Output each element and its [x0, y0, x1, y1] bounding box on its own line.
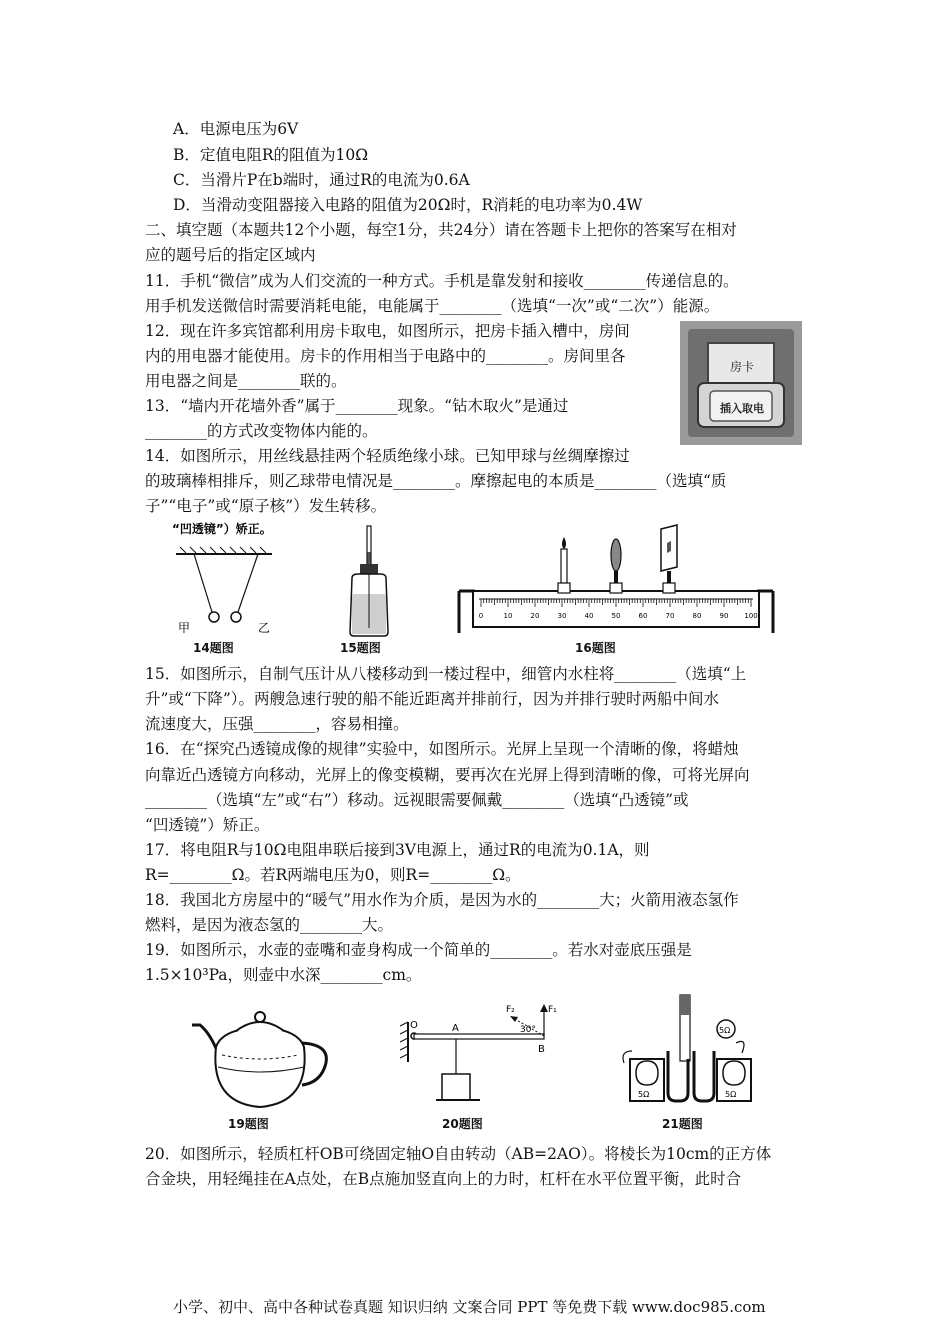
ruler-label: 100 — [744, 612, 758, 620]
resistor-top-label: 5Ω — [719, 1026, 731, 1035]
caption-14: 14题图 — [193, 641, 234, 655]
q11-line1: 11．手机“微信”成为人们交流的一种方式。手机是靠发射和接收________传递信息的。 — [145, 272, 739, 290]
force-f1: F₁ — [548, 1005, 557, 1015]
q11-line2: 用手机发送微信时需要消耗电能，电能属于________（选填“一次”或“二次”）能源。 — [145, 297, 720, 315]
option-b: B．定值电阻R的阻值为10Ω — [173, 146, 369, 164]
card-slot-label: 插入取电 — [720, 402, 764, 415]
caption-21: 21题图 — [662, 1117, 703, 1131]
q19-line1: 19．如图所示，水壶的壶嘴和壶身构成一个简单的________。若水对壶底压强是 — [145, 941, 692, 959]
q14-line1: 14．如图所示，用丝线悬挂两个轻质绝缘小球。已知甲球与丝绸摩擦过 — [145, 447, 630, 465]
q12-line1: 12．现在许多宾馆都利用房卡取电，如图所示，把房卡插入槽中，房间 — [145, 322, 630, 340]
ruler-label: 0 — [478, 612, 484, 620]
q13-line2: ________的方式改变物体内能的。 — [145, 422, 378, 440]
lever-point-a: A — [452, 1023, 459, 1034]
ball-jia-label: 甲 — [178, 621, 191, 635]
q15-line1: 15．如图所示，自制气压计从八楼移动到一楼过程中，细管内水柱将________（选填“上 — [145, 665, 747, 683]
q17-line1: 17．将电阻R与10Ω电阻串联后接到3V电源上，通过R的电流为0.1A，则 — [145, 841, 650, 859]
option-a: A．电源电压为6V — [173, 120, 299, 138]
figure-20-lever — [398, 1002, 558, 1112]
ruler-label: 80 — [692, 612, 702, 620]
q15-line2: 升”或“下降”）。两艘急速行驶的船不能近距离并排前行，因为并排行驶时两船中间水 — [145, 690, 720, 708]
caption-16: 16题图 — [575, 641, 616, 655]
q12-line3: 用电器之间是________联的。 — [145, 372, 347, 390]
q14-line2: 的玻璃棒相排斥，则乙球带电情况是________。摩擦起电的本质是________（选填“质 — [145, 472, 727, 490]
angle-label: 30° — [520, 1025, 536, 1035]
q18-line1: 18．我国北方房屋中的“暖气”用水作为介质，是因为水的________大；火箭用液态氢作 — [145, 891, 739, 909]
q16-line2: 向靠近凸透镜方向移动，光屏上的像变模糊，要再次在光屏上得到清晰的像，可将光屏向 — [145, 766, 750, 784]
ruler-label: 70 — [665, 612, 675, 620]
q13-line1: 13．“墙内开花墙外香”属于________现象。“钻木取火”是通过 — [145, 397, 569, 415]
card-label: 房卡 — [729, 360, 755, 374]
option-c: C．当滑片P在b端时，通过R的电流为0.6A — [173, 171, 470, 189]
caption-20: 20题图 — [442, 1117, 483, 1131]
option-d: D．当滑动变阻器接入电路的阻值为20Ω时，R消耗的电功率为0.4W — [173, 196, 643, 214]
ruler-label: 50 — [611, 612, 621, 620]
ball-yi-label: 乙 — [258, 621, 271, 635]
q16-line3: ________（选填“左”或“右”）移动。远视眼需要佩戴________（选填“凸透镜”或 — [145, 791, 689, 809]
resistor-left-label: 5Ω — [638, 1090, 650, 1099]
ruler-label: 30 — [557, 612, 567, 620]
section-heading: 二、填空题（本题共12个小题，每空1分，共24分）请在答题卡上把你的答案写在相对 — [145, 221, 737, 239]
q20-line2: 合金块，用轻绳挂在A点处，在B点施加竖直向上的力时，杠杆在水平位置平衡，此时合 — [145, 1170, 742, 1188]
ruler-label: 10 — [503, 612, 513, 620]
fig14-header: “凹透镜”）矫正。 — [172, 522, 272, 536]
q18-line2: 燃料，是因为液态氢的________大。 — [145, 916, 394, 934]
section-heading-cont: 应的题号后的指定区域内 — [145, 246, 316, 264]
ruler-label: 60 — [638, 612, 648, 620]
figure-21-circuit — [618, 993, 753, 1113]
caption-15: 15题图 — [340, 641, 381, 655]
q20-line1: 20．如图所示，轻质杠杆OB可绕固定轴O自由转动（AB=2AO）。将棱长为10cm的正方体 — [145, 1145, 772, 1163]
q17-line2: R=________Ω。若R两端电压为0，则R=________Ω。 — [145, 866, 521, 884]
page-footer: 小学、初中、高中各种试卷真题 知识归纳 文案合同 PPT 等免费下载 www.doc985.com — [173, 1298, 766, 1316]
lever-point-o: O — [410, 1020, 418, 1031]
ruler-label: 40 — [584, 612, 594, 620]
figure-16-optical-bench — [457, 523, 775, 635]
caption-19: 19题图 — [228, 1117, 269, 1131]
q16-line4: “凹透镜”）矫正。 — [145, 816, 270, 834]
room-card-figure — [680, 321, 802, 445]
force-f2: F₂ — [506, 1005, 515, 1015]
ruler-label: 90 — [719, 612, 729, 620]
figure-15-barometer — [340, 524, 400, 640]
q16-line1: 16．在“探究凸透镜成像的规律”实验中，如图所示。光屏上呈现一个清晰的像，将蜡烛 — [145, 740, 739, 758]
resistor-right-label: 5Ω — [725, 1090, 737, 1099]
q12-line2: 内的用电器才能使用。房卡的作用相当于电路中的________。房间里各 — [145, 347, 626, 365]
q15-line3: 流速度大，压强________，容易相撞。 — [145, 715, 409, 733]
lever-point-b: B — [538, 1044, 545, 1055]
q19-line2: 1.5×10³Pa，则壶中水深________cm。 — [145, 966, 422, 984]
figure-19-kettle — [188, 1003, 338, 1113]
q14-line3: 子”“电子”或“原子核”）发生转移。 — [145, 497, 387, 515]
ruler-label: 20 — [530, 612, 540, 620]
